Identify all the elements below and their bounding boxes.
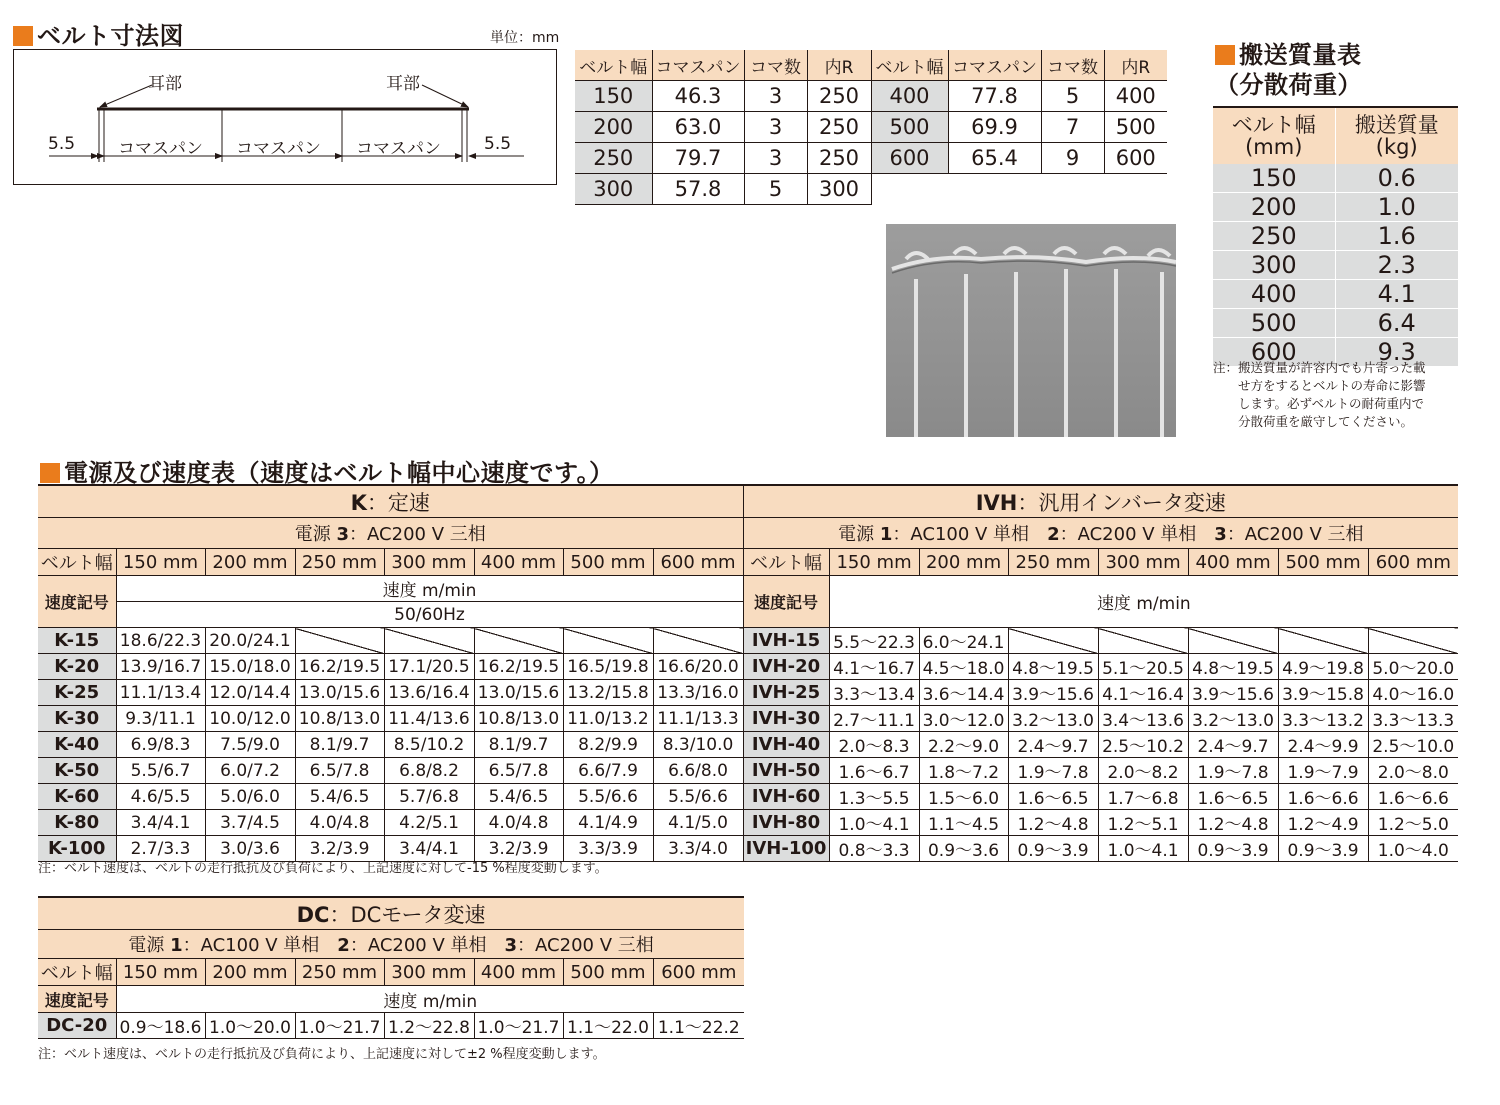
speed-code-label: 速度記号 bbox=[38, 576, 116, 628]
k-speed-code: K-50 bbox=[38, 758, 116, 784]
k-title: K：定速 bbox=[38, 485, 743, 518]
k-power: 電源 3：AC200 V 三相 bbox=[38, 518, 743, 549]
spec-header: コマスパン bbox=[948, 50, 1041, 81]
spec-cell: 63.0 bbox=[652, 112, 744, 143]
mass-cell: 1.6 bbox=[1335, 222, 1458, 251]
width-cell: 200 mm bbox=[205, 549, 295, 576]
speed-row bbox=[38, 732, 1458, 758]
ivh-speed-cell: 1.6～6.5 bbox=[1188, 784, 1278, 810]
spec-cell: 200 bbox=[575, 112, 652, 143]
empty-diagonal-cell bbox=[653, 628, 743, 654]
ear-label-left: 耳部 bbox=[148, 74, 182, 94]
ivh-speed-cell: 5.1～20.5 bbox=[1098, 654, 1188, 680]
k-speed-cell: 5.5/6.7 bbox=[116, 758, 205, 784]
k-speed-cell: 7.5/9.0 bbox=[205, 732, 295, 758]
width-cell: 600 mm bbox=[653, 959, 744, 986]
speed-row bbox=[38, 836, 1458, 862]
ivh-speed-cell: 1.3～5.5 bbox=[829, 784, 919, 810]
mass-note: 注：搬送質量が許容内でも片寄った載 せ方をするとベルトの寿命に影響 します。必ずベルトの耐荷重内で 分散荷重を厳守してください。 bbox=[1213, 360, 1426, 429]
k-speed-cell: 13.6/16.4 bbox=[384, 680, 474, 706]
ivh-speed-cell: 4.9～19.8 bbox=[1278, 654, 1368, 680]
empty-diagonal-cell bbox=[474, 628, 563, 654]
k-speed-cell: 17.1/20.5 bbox=[384, 654, 474, 680]
k-speed-cell: 3.3/3.9 bbox=[563, 836, 653, 862]
k-speed-code: K-25 bbox=[38, 680, 116, 706]
k-speed-cell: 5.0/6.0 bbox=[205, 784, 295, 810]
dc-cell: 0.9～18.6 bbox=[116, 1013, 205, 1039]
unit-label: 単位：mm bbox=[490, 30, 560, 46]
ivh-speed-cell: 1.1～4.5 bbox=[919, 810, 1008, 836]
spec-cell: 5 bbox=[744, 174, 807, 205]
k-speed-cell: 4.0/4.8 bbox=[474, 810, 563, 836]
k-speed-cell: 6.6/7.9 bbox=[563, 758, 653, 784]
ivh-speed-code: IVH-15 bbox=[743, 628, 829, 654]
k-speed-cell: 4.6/5.5 bbox=[116, 784, 205, 810]
dc-cell: 1.0～21.7 bbox=[295, 1013, 384, 1039]
spec-cell: 3 bbox=[744, 112, 807, 143]
ivh-speed-cell: 3.3～13.4 bbox=[829, 680, 919, 706]
ivh-speed-cell: 1.0～4.1 bbox=[829, 810, 919, 836]
k-speed-cell: 3.4/4.1 bbox=[384, 836, 474, 862]
k-speed-cell: 4.1/5.0 bbox=[653, 810, 743, 836]
ivh-speed-cell: 3.9～15.6 bbox=[1188, 680, 1278, 706]
width-cell: 200 mm bbox=[919, 549, 1008, 576]
speed-row bbox=[38, 758, 1458, 784]
mass-cell: 9.3 bbox=[1335, 338, 1458, 367]
ivh-speed-cell: 1.7～6.8 bbox=[1098, 784, 1188, 810]
mass-row bbox=[1213, 251, 1458, 280]
k-speed-cell: 11.4/13.6 bbox=[384, 706, 474, 732]
k-speed-cell: 2.7/3.3 bbox=[116, 836, 205, 862]
edge-right: 5.5 bbox=[484, 134, 512, 154]
k-speed-cell: 10.8/13.0 bbox=[474, 706, 563, 732]
ivh-speed-cell: 4.8～19.5 bbox=[1188, 654, 1278, 680]
spec-cell: 250 bbox=[575, 143, 652, 174]
k-speed-cell: 13.0/15.6 bbox=[474, 680, 563, 706]
spec-cell: 65.4 bbox=[948, 143, 1041, 174]
belt-width-label: ベルト幅 bbox=[743, 549, 829, 576]
spec-row bbox=[575, 81, 1167, 112]
width-cell: 600 mm bbox=[1368, 549, 1458, 576]
speed-table bbox=[38, 484, 1458, 862]
k-speed-cell: 16.5/19.8 bbox=[563, 654, 653, 680]
speed-row bbox=[38, 810, 1458, 836]
dc-code: DC-20 bbox=[38, 1013, 116, 1039]
ivh-speed-cell: 3.4～13.6 bbox=[1098, 706, 1188, 732]
span-label-2: コマスパン bbox=[236, 139, 321, 159]
spec-cell: 79.7 bbox=[652, 143, 744, 174]
spec-cell: 500 bbox=[871, 112, 948, 143]
ivh-power: 電源 1：AC100 V 単相 2：AC200 V 単相 3：AC200 V 三相 bbox=[743, 518, 1458, 549]
ivh-speed-code: IVH-60 bbox=[743, 784, 829, 810]
edge-left: 5.5 bbox=[48, 134, 76, 154]
k-speed-cell: 8.1/9.7 bbox=[295, 732, 384, 758]
speed-row bbox=[38, 784, 1458, 810]
spec-row bbox=[575, 143, 1167, 174]
speed-heading: 電源及び速度表（速度はベルト幅中心速度です。） bbox=[40, 453, 614, 488]
ivh-speed-code: IVH-100 bbox=[743, 836, 829, 862]
k-speed-cell: 20.0/24.1 bbox=[205, 628, 295, 654]
k-speed-cell: 6.5/7.8 bbox=[295, 758, 384, 784]
dc-cell: 1.2～22.8 bbox=[384, 1013, 474, 1039]
k-freq: 50/60Hz bbox=[116, 602, 743, 628]
ivh-speed-cell: 0.9～3.6 bbox=[919, 836, 1008, 862]
width-cell: 600 mm bbox=[653, 549, 743, 576]
ivh-speed-cell: 0.9～3.9 bbox=[1278, 836, 1368, 862]
k-speed-cell: 5.7/6.8 bbox=[384, 784, 474, 810]
ivh-speed-cell: 1.0～4.1 bbox=[1098, 836, 1188, 862]
wire-belt-icon bbox=[886, 224, 1176, 437]
dc-width-row bbox=[38, 959, 744, 986]
empty-diagonal-cell bbox=[295, 628, 384, 654]
empty-diagonal-cell bbox=[1008, 628, 1098, 654]
k-speed-cell: 4.0/4.8 bbox=[295, 810, 384, 836]
ivh-speed-cell: 5.0～20.0 bbox=[1368, 654, 1458, 680]
mass-header-row bbox=[1213, 107, 1458, 164]
spec-table bbox=[575, 50, 1167, 205]
ivh-speed-cell: 2.4～9.7 bbox=[1188, 732, 1278, 758]
ivh-speed-cell: 1.6～6.6 bbox=[1278, 784, 1368, 810]
spec-cell: 150 bbox=[575, 81, 652, 112]
k-speed-cell: 8.3/10.0 bbox=[653, 732, 743, 758]
ivh-speed-cell: 0.8～3.3 bbox=[829, 836, 919, 862]
ivh-speed-cell: 2.0～8.0 bbox=[1368, 758, 1458, 784]
dimension-heading: ベルト寸法図 bbox=[13, 16, 184, 51]
speed-note: 注：ベルト速度は、ベルトの走行抵抗及び負荷により、上記速度に対して-15 %程度変動します。 bbox=[38, 861, 608, 876]
ivh-speed-cell: 6.0～24.1 bbox=[919, 628, 1008, 654]
mass-row bbox=[1213, 280, 1458, 309]
k-speed-cell: 10.8/13.0 bbox=[295, 706, 384, 732]
k-speed-cell: 3.7/4.5 bbox=[205, 810, 295, 836]
width-cell: 250 mm bbox=[295, 549, 384, 576]
k-speed-cell: 13.0/15.6 bbox=[295, 680, 384, 706]
k-speed-cell: 5.4/6.5 bbox=[295, 784, 384, 810]
mass-row bbox=[1213, 193, 1458, 222]
mass-cell: 250 bbox=[1213, 222, 1335, 251]
width-cell: 150 mm bbox=[116, 959, 205, 986]
k-speed-code: K-80 bbox=[38, 810, 116, 836]
ivh-speed-cell: 3.9～15.6 bbox=[1008, 680, 1098, 706]
k-speed-cell: 11.1/13.3 bbox=[653, 706, 743, 732]
k-speed-cell: 13.3/16.0 bbox=[653, 680, 743, 706]
k-speed-cell: 6.9/8.3 bbox=[116, 732, 205, 758]
spec-cell: 5 bbox=[1041, 81, 1104, 112]
dc-title-row bbox=[38, 897, 744, 930]
ivh-speed-cell: 1.2～5.0 bbox=[1368, 810, 1458, 836]
orange-square-icon bbox=[1215, 45, 1235, 65]
mass-header-width: ベルト幅 (mm) bbox=[1213, 107, 1335, 164]
speed-row bbox=[38, 628, 1458, 654]
spec-cell: 600 bbox=[1104, 143, 1167, 174]
ivh-speed-cell: 1.9～7.8 bbox=[1188, 758, 1278, 784]
spec-header: コマ数 bbox=[744, 50, 807, 81]
spec-cell: 250 bbox=[807, 112, 871, 143]
mass-row bbox=[1213, 309, 1458, 338]
k-speed-cell: 3.2/3.9 bbox=[474, 836, 563, 862]
width-cell: 400 mm bbox=[474, 959, 563, 986]
speed-row bbox=[38, 680, 1458, 706]
spec-cell: 300 bbox=[575, 174, 652, 205]
k-speed-code: K-60 bbox=[38, 784, 116, 810]
orange-square-icon bbox=[13, 26, 33, 46]
k-speed-code: K-15 bbox=[38, 628, 116, 654]
span-label-1: コマスパン bbox=[118, 139, 203, 159]
spec-cell: 250 bbox=[807, 81, 871, 112]
ivh-speed-cell: 0.9～3.9 bbox=[1008, 836, 1098, 862]
ivh-speed-cell: 3.9～15.8 bbox=[1278, 680, 1368, 706]
width-cell: 500 mm bbox=[563, 549, 653, 576]
dc-note: 注：ベルト速度は、ベルトの走行抵抗及び負荷により、上記速度に対して±2 %程度変動します。 bbox=[38, 1047, 606, 1062]
spec-cell: 46.3 bbox=[652, 81, 744, 112]
ivh-speed-cell: 2.5～10.0 bbox=[1368, 732, 1458, 758]
spec-cell: 300 bbox=[807, 174, 871, 205]
ivh-speed-cell: 5.5～22.3 bbox=[829, 628, 919, 654]
empty-diagonal-cell bbox=[1278, 628, 1368, 654]
k-speed-cell: 8.2/9.9 bbox=[563, 732, 653, 758]
ivh-speed-cell: 3.2～13.0 bbox=[1008, 706, 1098, 732]
dc-cell: 1.1～22.2 bbox=[653, 1013, 744, 1039]
ivh-speed-code: IVH-80 bbox=[743, 810, 829, 836]
spec-header-row bbox=[575, 50, 1167, 81]
mass-row bbox=[1213, 164, 1458, 193]
dc-power: 電源 1：AC100 V 単相 2：AC200 V 単相 3：AC200 V 三相 bbox=[38, 930, 744, 959]
spec-header: ベルト幅 bbox=[871, 50, 948, 81]
speed-row bbox=[38, 654, 1458, 680]
spec-cell: 57.8 bbox=[652, 174, 744, 205]
spec-row bbox=[575, 112, 1167, 143]
ivh-speed-code: IVH-20 bbox=[743, 654, 829, 680]
spec-row bbox=[575, 174, 1167, 205]
ivh-speed-cell: 2.0～8.2 bbox=[1098, 758, 1188, 784]
spec-cell: 77.8 bbox=[948, 81, 1041, 112]
spec-cell: 3 bbox=[744, 81, 807, 112]
mass-cell: 400 bbox=[1213, 280, 1335, 309]
ivh-unit: 速度 m/min bbox=[829, 576, 1458, 628]
dc-unit-row bbox=[38, 986, 744, 1013]
k-speed-cell: 18.6/22.3 bbox=[116, 628, 205, 654]
empty-diagonal-cell bbox=[384, 628, 474, 654]
k-speed-cell: 9.3/11.1 bbox=[116, 706, 205, 732]
k-speed-cell: 16.2/19.5 bbox=[474, 654, 563, 680]
k-speed-code: K-30 bbox=[38, 706, 116, 732]
ivh-speed-cell: 1.2～4.9 bbox=[1278, 810, 1368, 836]
ivh-speed-cell: 1.6～6.6 bbox=[1368, 784, 1458, 810]
spec-cell: 9 bbox=[1041, 143, 1104, 174]
speed-row bbox=[38, 706, 1458, 732]
k-speed-code: K-20 bbox=[38, 654, 116, 680]
ivh-speed-cell: 1.9～7.9 bbox=[1278, 758, 1368, 784]
ivh-speed-cell: 1.0～4.0 bbox=[1368, 836, 1458, 862]
ivh-speed-cell: 2.2～9.0 bbox=[919, 732, 1008, 758]
spec-cell: 600 bbox=[871, 143, 948, 174]
ivh-speed-cell: 1.6～6.7 bbox=[829, 758, 919, 784]
k-speed-cell: 13.2/15.8 bbox=[563, 680, 653, 706]
width-cell: 500 mm bbox=[563, 959, 653, 986]
empty-diagonal-cell bbox=[1098, 628, 1188, 654]
mass-cell: 1.0 bbox=[1335, 193, 1458, 222]
spec-empty bbox=[871, 174, 1167, 205]
belt-width-label: ベルト幅 bbox=[38, 549, 116, 576]
power-row bbox=[38, 518, 1458, 549]
spec-cell: 400 bbox=[1104, 81, 1167, 112]
ivh-speed-cell: 2.0～8.3 bbox=[829, 732, 919, 758]
dc-title: DC：DCモータ変速 bbox=[38, 897, 744, 930]
wire-belt-photo bbox=[886, 224, 1176, 437]
dc-cell: 1.1～22.0 bbox=[563, 1013, 653, 1039]
k-speed-cell: 12.0/14.4 bbox=[205, 680, 295, 706]
empty-diagonal-cell bbox=[1368, 628, 1458, 654]
mass-table bbox=[1213, 106, 1458, 367]
ivh-speed-cell: 2.4～9.7 bbox=[1008, 732, 1098, 758]
k-speed-cell: 15.0/18.0 bbox=[205, 654, 295, 680]
speed-code-label: 速度記号 bbox=[38, 986, 116, 1013]
ivh-speed-cell: 3.3～13.2 bbox=[1278, 706, 1368, 732]
ivh-speed-cell: 1.6～6.5 bbox=[1008, 784, 1098, 810]
spec-header: 内R bbox=[1104, 50, 1167, 81]
width-cell: 400 mm bbox=[1188, 549, 1278, 576]
k-speed-cell: 3.2/3.9 bbox=[295, 836, 384, 862]
mass-header-mass: 搬送質量 (kg) bbox=[1335, 107, 1458, 164]
k-speed-cell: 3.4/4.1 bbox=[116, 810, 205, 836]
speed-title-row bbox=[38, 485, 1458, 518]
k-speed-cell: 4.1/4.9 bbox=[563, 810, 653, 836]
mass-cell: 300 bbox=[1213, 251, 1335, 280]
width-cell: 300 mm bbox=[384, 959, 474, 986]
width-cell: 150 mm bbox=[116, 549, 205, 576]
ear-label-right: 耳部 bbox=[386, 74, 420, 94]
ivh-speed-cell: 0.9～3.9 bbox=[1188, 836, 1278, 862]
k-speed-cell: 10.0/12.0 bbox=[205, 706, 295, 732]
ivh-speed-code: IVH-25 bbox=[743, 680, 829, 706]
spec-header: ベルト幅 bbox=[575, 50, 652, 81]
k-speed-cell: 8.5/10.2 bbox=[384, 732, 474, 758]
ivh-speed-cell: 2.5～10.2 bbox=[1098, 732, 1188, 758]
mass-heading: 搬送質量表 （分散荷重） bbox=[1215, 41, 1362, 99]
span-label-3: コマスパン bbox=[356, 139, 441, 159]
k-speed-cell: 4.2/5.1 bbox=[384, 810, 474, 836]
dc-unit: 速度 m/min bbox=[116, 986, 744, 1013]
speed-code-label: 速度記号 bbox=[743, 576, 829, 628]
mass-cell: 600 bbox=[1213, 338, 1335, 367]
unit-row-1 bbox=[38, 576, 1458, 602]
ivh-speed-cell: 3.2～13.0 bbox=[1188, 706, 1278, 732]
orange-square-icon bbox=[40, 463, 60, 483]
ivh-speed-cell: 3.0～12.0 bbox=[919, 706, 1008, 732]
width-cell: 200 mm bbox=[205, 959, 295, 986]
dimension-diagram bbox=[13, 49, 557, 185]
ivh-speed-cell: 3.6～14.4 bbox=[919, 680, 1008, 706]
width-cell: 300 mm bbox=[1098, 549, 1188, 576]
width-cell: 300 mm bbox=[384, 549, 474, 576]
spec-cell: 500 bbox=[1104, 112, 1167, 143]
ivh-speed-code: IVH-50 bbox=[743, 758, 829, 784]
k-speed-cell: 13.9/16.7 bbox=[116, 654, 205, 680]
ivh-speed-code: IVH-40 bbox=[743, 732, 829, 758]
ivh-speed-cell: 1.8～7.2 bbox=[919, 758, 1008, 784]
k-speed-cell: 6.0/7.2 bbox=[205, 758, 295, 784]
k-speed-code: K-40 bbox=[38, 732, 116, 758]
mass-cell: 6.4 bbox=[1335, 309, 1458, 338]
width-cell: 400 mm bbox=[474, 549, 563, 576]
ivh-speed-cell: 1.2～5.1 bbox=[1098, 810, 1188, 836]
width-cell: 500 mm bbox=[1278, 549, 1368, 576]
ivh-title: IVH：汎用インバータ変速 bbox=[743, 485, 1458, 518]
belt-width-label: ベルト幅 bbox=[38, 959, 116, 986]
dc-table bbox=[38, 896, 744, 1039]
ivh-speed-cell: 4.8～19.5 bbox=[1008, 654, 1098, 680]
spec-cell: 7 bbox=[1041, 112, 1104, 143]
mass-cell: 2.3 bbox=[1335, 251, 1458, 280]
ivh-speed-cell: 2.7～11.1 bbox=[829, 706, 919, 732]
k-speed-cell: 16.6/20.0 bbox=[653, 654, 743, 680]
ivh-speed-cell: 1.5～6.0 bbox=[919, 784, 1008, 810]
k-speed-cell: 6.6/8.0 bbox=[653, 758, 743, 784]
k-speed-cell: 5.4/6.5 bbox=[474, 784, 563, 810]
k-speed-cell: 3.0/3.6 bbox=[205, 836, 295, 862]
k-speed-cell: 16.2/19.5 bbox=[295, 654, 384, 680]
mass-row bbox=[1213, 222, 1458, 251]
k-speed-cell: 6.8/8.2 bbox=[384, 758, 474, 784]
k-speed-code: K-100 bbox=[38, 836, 116, 862]
k-speed-cell: 3.3/4.0 bbox=[653, 836, 743, 862]
mass-cell: 0.6 bbox=[1335, 164, 1458, 193]
ivh-speed-cell: 1.2～4.8 bbox=[1008, 810, 1098, 836]
k-speed-cell: 6.5/7.8 bbox=[474, 758, 563, 784]
spec-header: コマスパン bbox=[652, 50, 744, 81]
ivh-speed-cell: 4.5～18.0 bbox=[919, 654, 1008, 680]
dc-row bbox=[38, 1013, 744, 1039]
ivh-speed-cell: 4.1～16.4 bbox=[1098, 680, 1188, 706]
ivh-speed-cell: 1.2～4.8 bbox=[1188, 810, 1278, 836]
k-speed-cell: 11.0/13.2 bbox=[563, 706, 653, 732]
dimension-lines bbox=[14, 50, 558, 186]
dc-cell: 1.0～20.0 bbox=[205, 1013, 295, 1039]
ivh-speed-cell: 4.0～16.0 bbox=[1368, 680, 1458, 706]
mass-cell: 500 bbox=[1213, 309, 1335, 338]
dc-cell: 1.0～21.7 bbox=[474, 1013, 563, 1039]
k-unit: 速度 m/min bbox=[116, 576, 743, 602]
spec-cell: 3 bbox=[744, 143, 807, 174]
speed-body bbox=[38, 628, 1458, 862]
ivh-speed-cell: 3.3～13.3 bbox=[1368, 706, 1458, 732]
mass-cell: 200 bbox=[1213, 193, 1335, 222]
k-speed-cell: 8.1/9.7 bbox=[474, 732, 563, 758]
width-row bbox=[38, 549, 1458, 576]
k-speed-cell: 5.5/6.6 bbox=[563, 784, 653, 810]
ivh-speed-cell: 4.1～16.7 bbox=[829, 654, 919, 680]
ivh-speed-cell: 2.4～9.9 bbox=[1278, 732, 1368, 758]
mass-cell: 150 bbox=[1213, 164, 1335, 193]
empty-diagonal-cell bbox=[563, 628, 653, 654]
k-speed-cell: 5.5/6.6 bbox=[653, 784, 743, 810]
ivh-speed-code: IVH-30 bbox=[743, 706, 829, 732]
empty-diagonal-cell bbox=[1188, 628, 1278, 654]
mass-cell: 4.1 bbox=[1335, 280, 1458, 309]
dc-power-row bbox=[38, 930, 744, 959]
ivh-speed-cell: 1.9～7.8 bbox=[1008, 758, 1098, 784]
k-speed-cell: 11.1/13.4 bbox=[116, 680, 205, 706]
spec-header: 内R bbox=[807, 50, 871, 81]
width-cell: 250 mm bbox=[295, 959, 384, 986]
spec-cell: 250 bbox=[807, 143, 871, 174]
width-cell: 150 mm bbox=[829, 549, 919, 576]
width-cell: 250 mm bbox=[1008, 549, 1098, 576]
spec-cell: 400 bbox=[871, 81, 948, 112]
spec-cell: 69.9 bbox=[948, 112, 1041, 143]
spec-header: コマ数 bbox=[1041, 50, 1104, 81]
